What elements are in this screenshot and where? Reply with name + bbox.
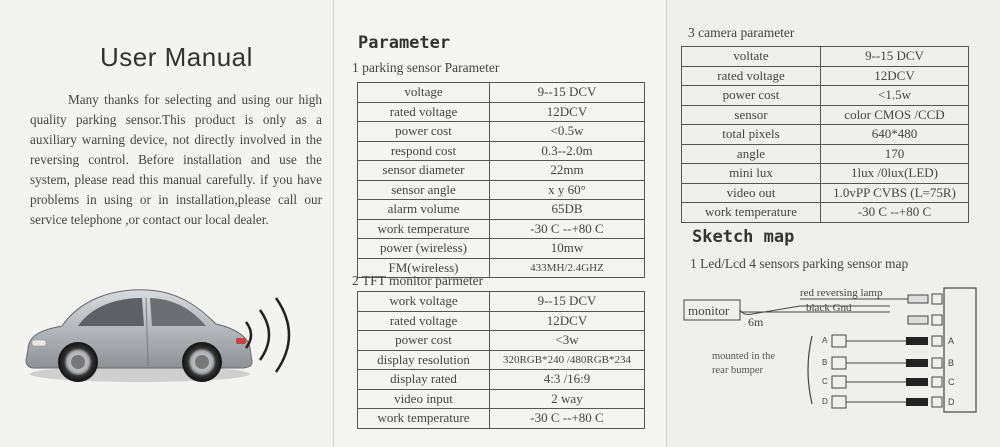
table-row — [358, 141, 645, 161]
bumper-note-1: mounted in the — [712, 351, 775, 362]
param-value: 12DCV — [490, 102, 645, 122]
table-row — [682, 203, 969, 223]
sensor-d-label: D — [822, 397, 828, 406]
sensor-d-row — [822, 396, 955, 408]
bumper-note-2: rear bumper — [712, 365, 764, 376]
param-value: 22mm — [490, 161, 645, 181]
table-row — [682, 66, 969, 86]
param-name: total pixels — [682, 125, 821, 145]
param-name: rated voltage — [358, 102, 490, 122]
monitor-label: monitor — [688, 303, 730, 318]
param-name: FM(wireless) — [358, 258, 490, 278]
sensor-a-row — [822, 335, 954, 347]
table-row — [682, 105, 969, 125]
param-value: 65DB — [490, 200, 645, 220]
lamp-label: red reversing lamp — [800, 287, 883, 299]
param-value: -30 C --+80 C — [821, 203, 969, 223]
param-value: 1.0vPP CVBS (L=75R) — [821, 183, 969, 203]
table-row — [682, 125, 969, 145]
sensor-a-port: A — [948, 336, 955, 346]
param-value: 9--15 DCV — [821, 47, 969, 67]
manual-title: User Manual — [100, 42, 253, 72]
table-row — [682, 47, 969, 67]
table-row — [358, 83, 645, 103]
param-value: 1lux /0lux(LED) — [821, 164, 969, 184]
param-value: -30 C --+80 C — [490, 409, 645, 429]
sensor-c-port: C — [948, 377, 955, 387]
param-name: power cost — [358, 122, 490, 142]
parking-sensor-table — [357, 82, 645, 278]
section3-title: 3 camera parameter — [688, 25, 795, 40]
cable-length-label: 6m — [748, 315, 764, 329]
param-value: <3w — [490, 331, 645, 351]
param-name: sensor — [682, 105, 821, 125]
section1-title: 1 parking sensor Parameter — [352, 60, 500, 75]
param-name: power cost — [682, 86, 821, 106]
fold-line — [333, 0, 334, 447]
param-value: -30 C --+80 C — [490, 219, 645, 239]
parameter-heading: Parameter — [358, 33, 451, 53]
param-value: 170 — [821, 144, 969, 164]
param-name: sensor angle — [358, 180, 490, 200]
param-value: 9--15 DCV — [490, 83, 645, 103]
param-name: display rated — [358, 370, 490, 390]
param-name: video out — [682, 183, 821, 203]
table-row — [358, 200, 645, 220]
param-name: work temperature — [358, 219, 490, 239]
table-row — [358, 219, 645, 239]
param-name: work voltage — [358, 292, 490, 312]
table-row — [358, 331, 645, 351]
param-value: 640*480 — [821, 125, 969, 145]
table-row — [682, 183, 969, 203]
table-row — [358, 409, 645, 429]
param-name: mini lux — [682, 164, 821, 184]
sensor-c-row — [822, 376, 955, 388]
param-name: alarm volume — [358, 200, 490, 220]
camera-table — [681, 46, 969, 223]
fold-line — [666, 0, 667, 447]
sketch-subtitle: 1 Led/Lcd 4 sensors parking sensor map — [690, 256, 909, 271]
param-value: <0.5w — [490, 122, 645, 142]
intro-text: Many thanks for selecting and using our high quality parking sensor.This product is only as a auxiliary warning device, not directly involved in the reversing control. Before installation and use the system, please read this manual carefully. if you have problems in using or in installation,please call our service telephone ,or contact our local dealer. — [30, 92, 322, 227]
sensor-d-port: D — [948, 397, 955, 407]
param-value: 12DCV — [490, 311, 645, 331]
param-name: video input — [358, 389, 490, 409]
param-name: display resolution — [358, 350, 490, 370]
table-row — [358, 122, 645, 142]
param-value: 0.3--2.0m — [490, 141, 645, 161]
table-row — [358, 350, 645, 370]
param-value: x y 60° — [490, 180, 645, 200]
table-row — [358, 161, 645, 181]
table-row — [682, 164, 969, 184]
table-row — [682, 144, 969, 164]
tft-monitor-table — [357, 291, 645, 429]
sensor-b-row — [822, 357, 954, 369]
param-name: work temperature — [682, 203, 821, 223]
param-value: 2 way — [490, 389, 645, 409]
sketch-heading: Sketch map — [692, 227, 795, 247]
param-name: voltage — [358, 83, 490, 103]
param-value: 4:3 /16:9 — [490, 370, 645, 390]
sensor-b-label: B — [822, 358, 828, 367]
param-value: 12DCV — [821, 66, 969, 86]
param-value: 10mw — [490, 239, 645, 259]
param-name: power cost — [358, 331, 490, 351]
sensor-b-port: B — [948, 358, 955, 368]
table-row — [682, 86, 969, 106]
table-row — [358, 239, 645, 259]
sound-waves-icon — [240, 290, 312, 380]
table-row — [358, 389, 645, 409]
param-name: power (wireless) — [358, 239, 490, 259]
sensor-c-label: C — [822, 377, 828, 386]
param-value: 9--15 DCV — [490, 292, 645, 312]
param-name: rated voltage — [682, 66, 821, 86]
param-name: angle — [682, 144, 821, 164]
param-value: 433MH/2.4GHZ — [490, 258, 645, 278]
section2-title: 2 TFT monitor parmeter — [352, 273, 484, 288]
param-name: rated voltage — [358, 311, 490, 331]
table-row — [358, 370, 645, 390]
gnd-label: black Gnd — [806, 302, 852, 314]
table-row — [358, 180, 645, 200]
table-row — [358, 311, 645, 331]
param-name: respond cost — [358, 141, 490, 161]
param-name: voltate — [682, 47, 821, 67]
param-name: work temperature — [358, 409, 490, 429]
sensor-wiring-diagram — [680, 280, 985, 415]
param-name: sensor diameter — [358, 161, 490, 181]
table-row — [358, 292, 645, 312]
sensor-a-label: A — [822, 336, 828, 345]
param-value: <1.5w — [821, 86, 969, 106]
param-value: 320RGB*240 /480RGB*234 — [490, 350, 645, 370]
car-illustration — [20, 278, 260, 388]
param-value: color CMOS /CCD — [821, 105, 969, 125]
table-row — [358, 102, 645, 122]
